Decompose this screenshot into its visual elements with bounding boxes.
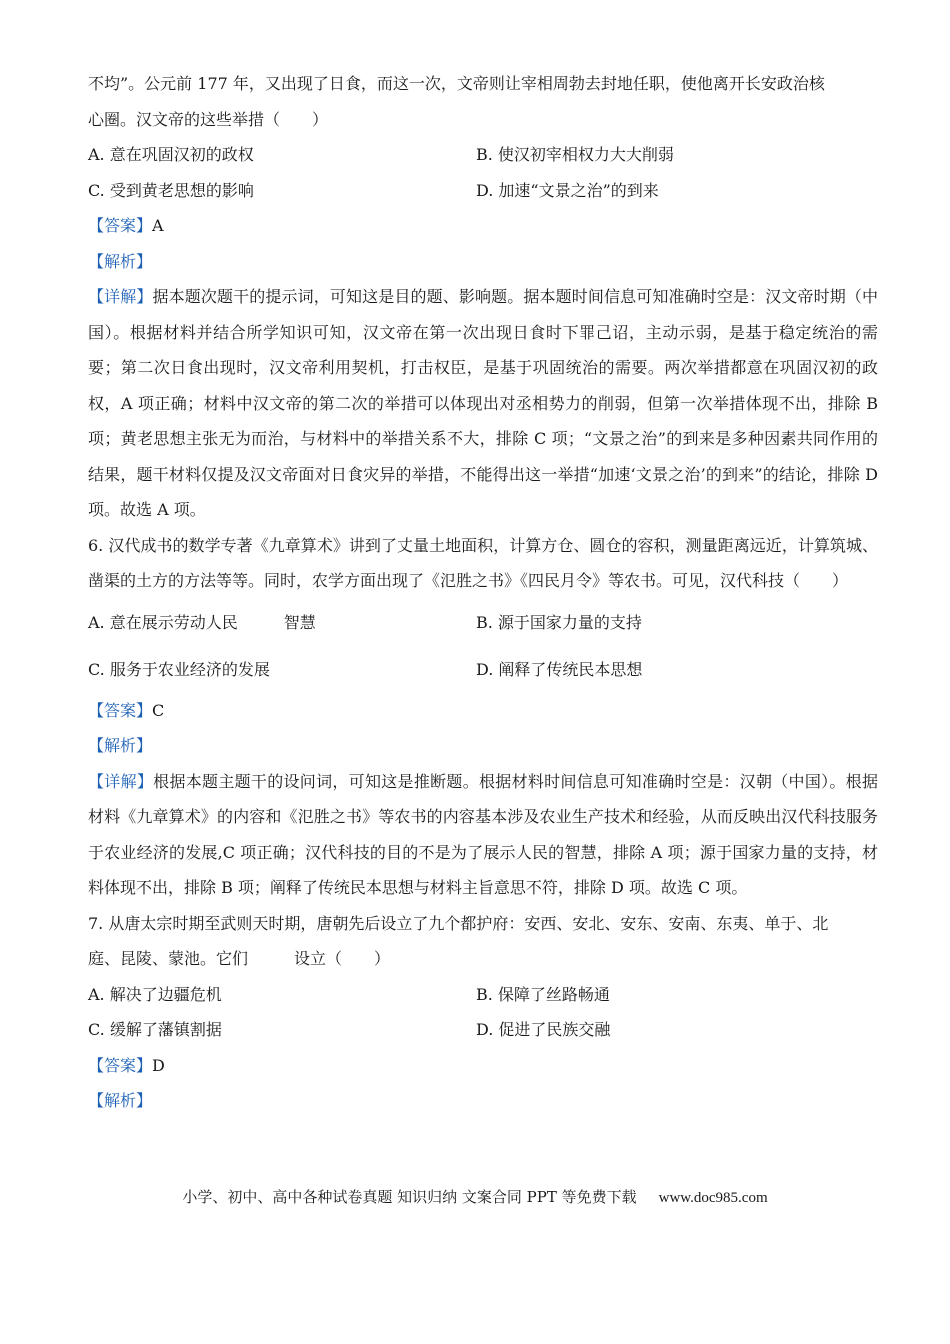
- q6-option-a-text: A. 意在展示劳动人民: [88, 612, 238, 632]
- q5-stem-line1: 不均”。公元前 177 年，又出现了日食，而这一次，文帝则让宰相周勃去封地任职，使他离开长安政治核: [88, 74, 825, 93]
- q7-answer-value: D: [152, 1055, 165, 1075]
- q6-option-d: D. 阐释了传统民本思想: [476, 659, 643, 679]
- q5-analysis-tag: 【解析】: [88, 251, 153, 271]
- page-footer: [0, 1186, 950, 1207]
- q7-stem-line2-b: 设立（ ）: [294, 949, 391, 968]
- q7-options-row2: [88, 1012, 878, 1048]
- q6-answer: [88, 693, 878, 729]
- footer-url[interactable]: www.doc985.com: [658, 1190, 768, 1206]
- q7-analysis-heading: [88, 1083, 878, 1119]
- q7-stem-line2-a: 庭、昆陵、蒙池。它们: [88, 949, 249, 968]
- q5-answer: [88, 208, 878, 244]
- q6-detail-tag: 【详解】: [88, 771, 154, 791]
- q5-detail-tag: 【详解】: [88, 287, 153, 306]
- q5-options-row2: [88, 173, 878, 209]
- q7-option-a: A. 解决了边疆危机: [88, 984, 222, 1004]
- q7-option-c: C. 缓解了藩镇割据: [88, 1020, 222, 1039]
- q6-analysis-tag: 【解析】: [88, 736, 153, 755]
- q7-answer-tag: 【答案】: [88, 1055, 153, 1075]
- q5-option-d: D. 加速“文景之治”的到来: [476, 180, 659, 200]
- q6-option-a-tail: 智慧: [283, 612, 316, 632]
- q5-option-b: B. 使汉初宰相权力大大削弱: [476, 145, 674, 164]
- q5-options-row1: [88, 137, 878, 173]
- q7-answer: [88, 1048, 878, 1084]
- q6-detail: [88, 764, 878, 906]
- q6-answer-value: C: [152, 700, 165, 720]
- q5-answer-value: A: [152, 216, 164, 235]
- q5-option-c: C. 受到黄老思想的影响: [88, 180, 254, 200]
- q7-analysis-tag: 【解析】: [88, 1091, 153, 1110]
- q6-analysis-heading: [88, 728, 878, 764]
- q5-answer-tag: 【答案】: [88, 216, 153, 235]
- q6-stem: 6. 汉代成书的数学专著《九章算术》讲到了丈量土地面积，计算方仓、圆仓的容积，测量距离远近，计算筑城、凿渠的土方的方法等等。同时，农学方面出现了《氾胜之书》《四民月令》等农书。可见，汉代科技（ ）: [88, 535, 878, 590]
- q7-stem-line2: [88, 941, 878, 977]
- q5-detail-text: 据本题次题干的提示词，可知这是目的题、影响题。据本题时间信息可知准确时空是：汉文帝时期（中国）。根据材料并结合所学知识可知，汉文帝在第一次出现日食时下罪己诏，主动示弱，是基于稳定统治的需要；第二次日食出现时，汉文帝利用契机，打击权臣，是基于巩固统治的需要。两次举措都意在巩固汉初的政权，A 项正确；材料中汉文帝的第二次的举措可以体现出对丞相势力的削弱，但第一次举措体现不出，排除 B 项；黄老思想主张无为而治，与材料中的举措关系不大，排除 C 项；“文景之治”的到来是多种因素共同作用的结果，题干材料仅提及汉文帝面对日食灾异的举措，不能得出这一举措“加速‘文景之治’的到来”的结论，排除 D 项。故选 A 项。: [88, 287, 878, 519]
- document-body: [88, 66, 878, 1119]
- q5-option-a: A. 意在巩固汉初的政权: [88, 145, 254, 164]
- q5-stem-line2: 心圈。汉文帝的这些举措（ ）: [88, 109, 329, 129]
- q6-detail-text: 根据本题主题干的设问词，可知这是推断题。根据材料时间信息可知准确时空是：汉朝（中国）。根据材料《九章算术》的内容和《氾胜之书》等农书的内容基本涉及农业生产技术和经验，从而反映出汉代科技服务于农业经济的发展,C 项正确；汉代科技的目的不是为了展示人民的智慧，排除 A 项；源于国家力量的支持，材料体现不出，排除 B 项；阐释了传统民本思想与材料主旨意思不符，排除 D 项。故选 C 项。: [88, 771, 878, 897]
- q6-option-a: [88, 599, 476, 646]
- q5-analysis-heading: [88, 244, 878, 280]
- q6-answer-tag: 【答案】: [88, 700, 153, 720]
- footer-text: 小学、初中、高中各种试卷真题 知识归纳 文案合同 PPT 等免费下载: [182, 1188, 637, 1206]
- q5-detail: [88, 279, 878, 528]
- q6-options-row1: [88, 599, 878, 646]
- q7-option-d: D. 促进了民族交融: [476, 1020, 611, 1039]
- q6-options-row2: [88, 646, 878, 693]
- q7-option-b: B. 保障了丝路畅通: [476, 984, 610, 1004]
- q7-stem-line1: 7. 从唐太宗时期至武则天时期，唐朝先后设立了九个都护府：安西、安北、安东、安南、东夷、单于、北: [88, 913, 829, 933]
- q6-option-b: B. 源于国家力量的支持: [476, 612, 642, 632]
- q7-options-row1: [88, 977, 878, 1013]
- q6-option-c: C. 服务于农业经济的发展: [88, 659, 270, 679]
